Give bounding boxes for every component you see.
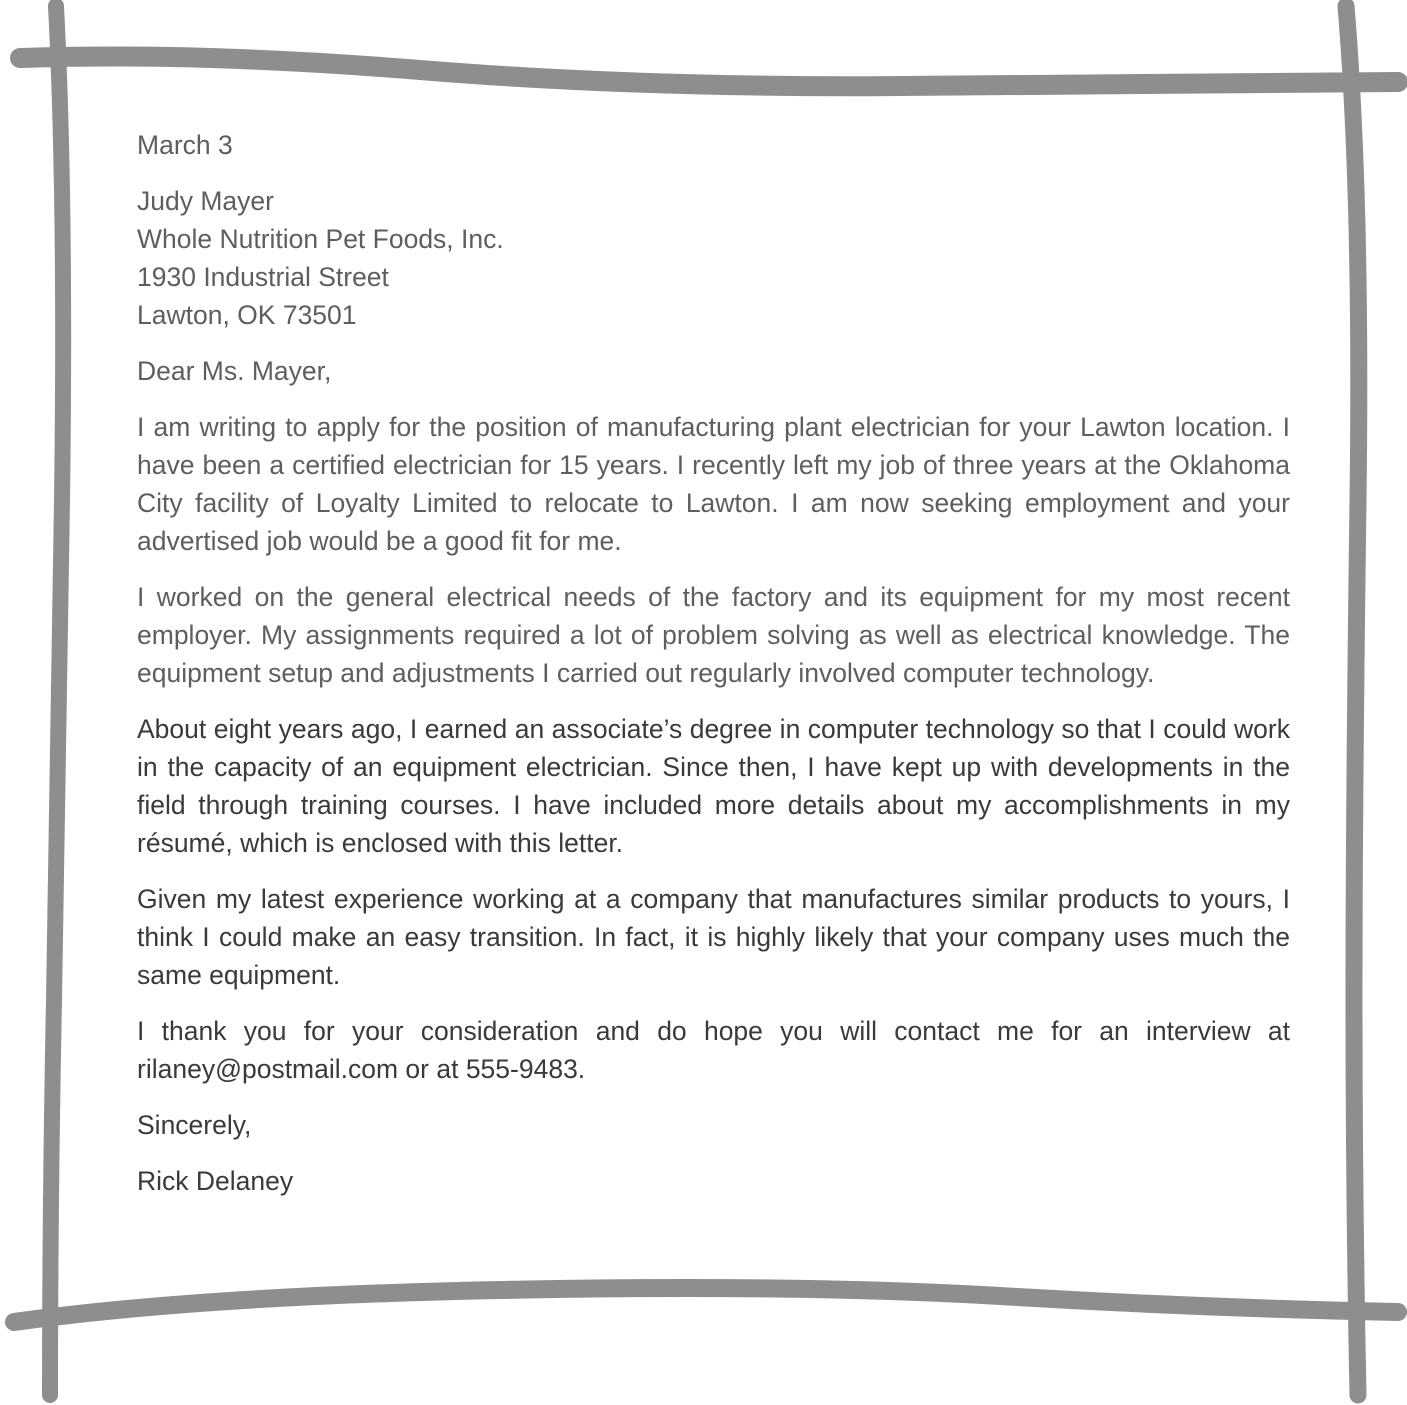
- paragraph-contact: I thank you for your consideration and do hope you will contact me for an interview at rilaney@postmail.com or at 555-9483.: [137, 1016, 1290, 1084]
- border-right: [1346, 6, 1359, 1395]
- signature-block: [137, 1162, 1290, 1200]
- salutation: Dear Ms. Mayer,: [137, 356, 332, 386]
- border-left: [50, 6, 63, 1395]
- closing: Sincerely,: [137, 1110, 252, 1140]
- border-bottom: [14, 1288, 1398, 1322]
- border-top: [20, 57, 1398, 87]
- paragraph-intro: I am writing to apply for the position of manufacturing plant electrician for your Lawton location. I have been a certified electrician for 15 years. I recently left my job of three years at the Oklahoma City facility of Loyalty Limited to relocate to Lawton. I am now seeking employment and your advertised job would be a good fit for me.: [137, 412, 1290, 556]
- recipient-name: Judy Mayer: [137, 186, 274, 216]
- letter-date-block: [137, 126, 1290, 164]
- recipient-company: Whole Nutrition Pet Foods, Inc.: [137, 224, 504, 254]
- letter-date: March 3: [137, 130, 233, 160]
- recipient-city-state-zip: Lawton, OK 73501: [137, 300, 357, 330]
- recipient-street: 1930 Industrial Street: [137, 262, 389, 292]
- paragraph-experience: I worked on the general electrical needs of the factory and its equipment for my most recent employer. My assignments required a lot of problem solving as well as electrical knowledge. The equipment setup and adjustments I carried out regularly involved computer technology.: [137, 582, 1290, 688]
- recipient-address: [137, 182, 1290, 334]
- salutation-block: [137, 352, 1290, 390]
- closing-block: [137, 1106, 1290, 1144]
- paragraph-education: About eight years ago, I earned an associate’s degree in computer technology so that I could work in the capacity of an equipment electrician. Since then, I have kept up with developments in the field through training courses. I have included more details about my accomplishments in my résumé, which is enclosed with this letter.: [137, 714, 1290, 858]
- cover-letter: [137, 126, 1290, 1218]
- signature: Rick Delaney: [137, 1166, 294, 1196]
- paragraph-transition: Given my latest experience working at a company that manufactures similar products to yours, I think I could make an easy transition. In fact, it is highly likely that your company uses much the same equipment.: [137, 884, 1290, 990]
